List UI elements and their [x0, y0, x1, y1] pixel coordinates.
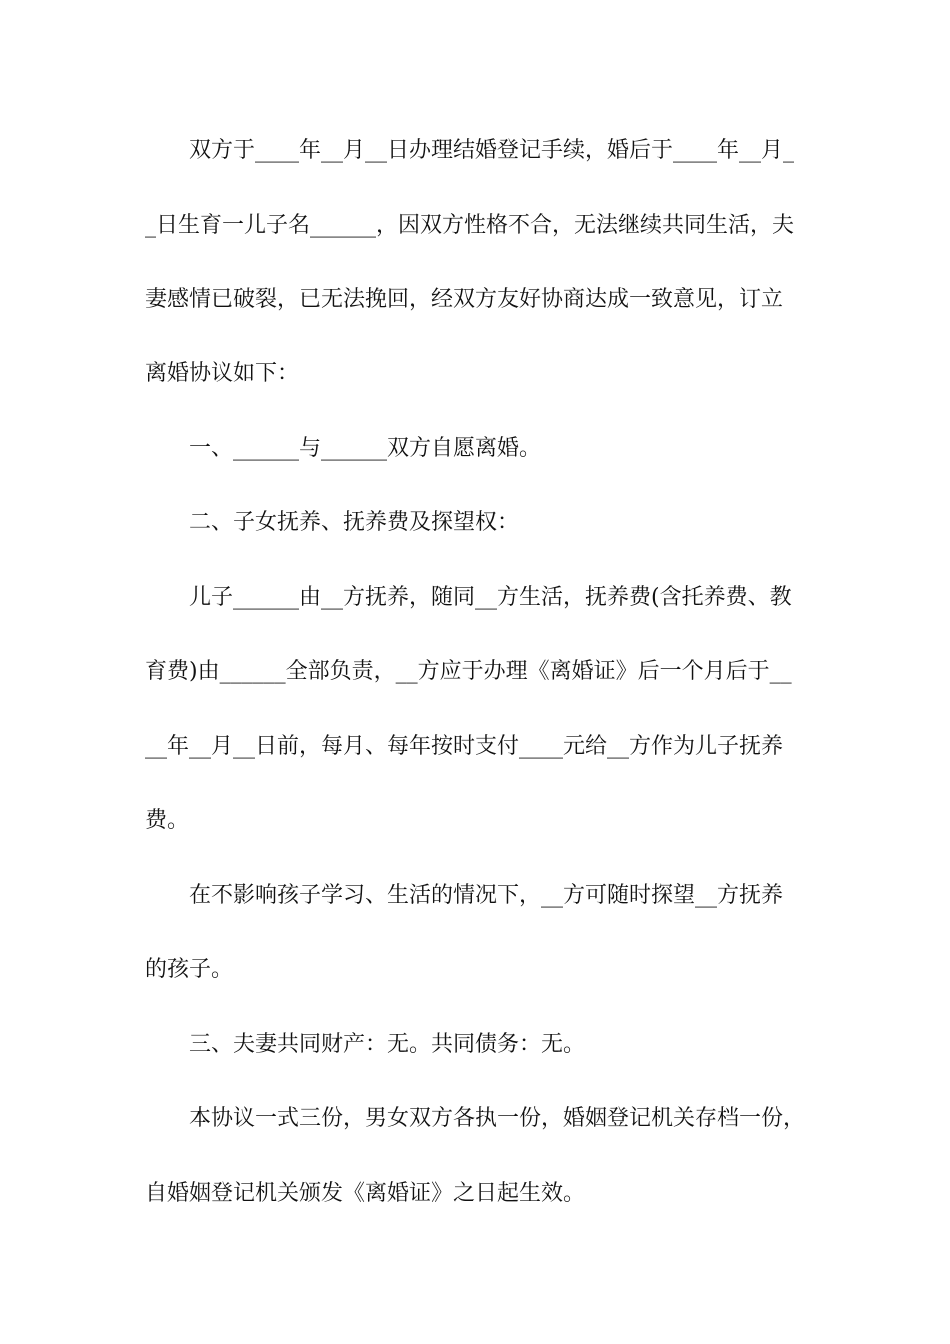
clause-three: 三、夫妻共同财产：无。共同债务：无。	[189, 1032, 586, 1057]
visitation-line-2: 的孩子。	[145, 957, 234, 982]
custody-line-3: __年__月__日前，每月、每年按时支付____元给__方作为儿子抚养	[145, 734, 784, 759]
custody-line-1: 儿子______由__方抚养，随同__方生活，抚养费(含托养费、教	[189, 585, 792, 610]
clause-two-heading: 二、子女抚养、抚养费及探望权：	[189, 510, 520, 535]
clause-one: 一、______与______双方自愿离婚。	[189, 436, 542, 461]
paragraph-intro-line-3: 妻感情已破裂，已无法挽回，经双方友好协商达成一致意见，订立	[145, 287, 784, 312]
custody-line-4: 费。	[145, 808, 190, 833]
paragraph-intro-line-2: _日生育一儿子名______，因双方性格不合，无法继续共同生活，夫	[145, 213, 795, 238]
closing-line-1: 本协议一式三份，男女双方各执一份，婚姻登记机关存档一份，	[189, 1106, 806, 1131]
closing-line-2: 自婚姻登记机关颁发《离婚证》之日起生效。	[145, 1181, 586, 1206]
paragraph-intro-line-1: 双方于____年__月__日办理结婚登记手续，婚后于____年__月_	[189, 138, 795, 163]
paragraph-intro-line-4: 离婚协议如下：	[145, 361, 300, 386]
visitation-line-1: 在不影响孩子学习、生活的情况下，__方可随时探望__方抚养	[189, 883, 784, 908]
custody-line-2: 育费)由______全部负责，__方应于办理《离婚证》后一个月后于__	[145, 659, 792, 684]
